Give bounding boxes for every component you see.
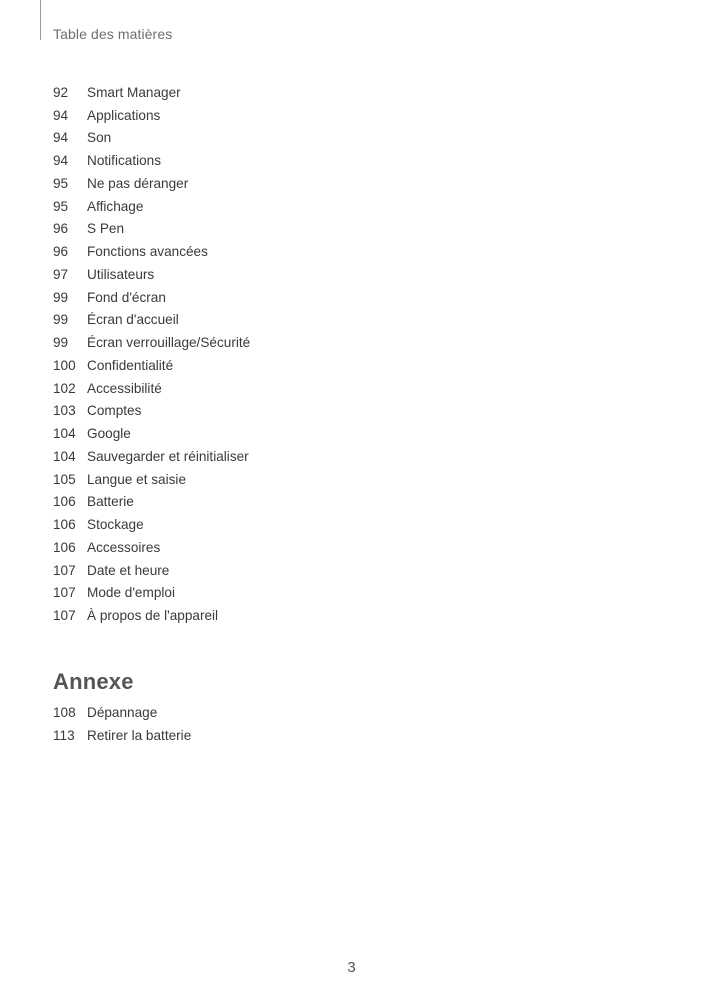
toc-page-number: 95: [53, 175, 69, 191]
annex-toc-list: [53, 701, 191, 747]
toc-entry-label: Langue et saisie: [87, 471, 187, 487]
toc-page-number: 96: [53, 244, 69, 260]
toc-entry-label: Fond d'écran: [87, 289, 166, 305]
toc-entry-label: Confidentialité: [87, 357, 174, 373]
toc-page-number: 107: [53, 608, 76, 624]
toc-page-number: 104: [53, 426, 76, 442]
toc-entry-label: Dépannage: [87, 704, 158, 720]
toc-page-number: 113: [53, 727, 75, 743]
toc-entry[interactable]: [53, 377, 250, 400]
toc-page-number: 107: [53, 562, 76, 578]
toc-entry-label: Mode d'emploi: [87, 585, 175, 601]
toc-entry[interactable]: [53, 286, 250, 309]
toc-entry[interactable]: [53, 559, 250, 582]
toc-entry-label: Accessoires: [87, 539, 161, 555]
toc-page-number: 95: [53, 198, 69, 214]
toc-entry[interactable]: [53, 422, 250, 445]
toc-entry[interactable]: [53, 81, 250, 104]
toc-entry-label: Écran verrouillage/Sécurité: [87, 335, 251, 351]
annex-toc-entry[interactable]: [53, 724, 191, 747]
toc-entry[interactable]: [53, 513, 250, 536]
toc-entry-label: Accessibilité: [87, 380, 162, 396]
toc-entry-label: Date et heure: [87, 562, 170, 578]
toc-entry-label: Retirer la batterie: [87, 727, 192, 743]
toc-entry-label: Utilisateurs: [87, 266, 155, 282]
toc-page-number: 97: [53, 266, 69, 282]
header-divider: [40, 0, 41, 40]
toc-entry-label: Batterie: [87, 494, 134, 510]
toc-entry-label: S Pen: [87, 221, 125, 237]
toc-page-number: 94: [53, 107, 69, 123]
toc-page-number: 94: [53, 153, 69, 169]
toc-entry[interactable]: [53, 309, 250, 332]
page-header-title: Table des matières: [53, 26, 173, 42]
annex-toc-entry[interactable]: [53, 701, 191, 724]
toc-entry-label: Google: [87, 426, 131, 442]
toc-entry[interactable]: [53, 218, 250, 241]
toc-page-number: 92: [53, 84, 69, 100]
toc-list: [53, 81, 250, 627]
toc-entry-label: Ne pas déranger: [87, 175, 189, 191]
toc-entry[interactable]: [53, 536, 250, 559]
annex-section-title: Annexe: [53, 669, 134, 694]
toc-entry[interactable]: [53, 104, 250, 127]
toc-page-number: 102: [53, 380, 76, 396]
toc-entry-label: Notifications: [87, 153, 162, 169]
toc-page-number: 99: [53, 312, 69, 328]
toc-entry[interactable]: [53, 604, 250, 627]
toc-entry[interactable]: [53, 127, 250, 150]
toc-page-number: 108: [53, 704, 76, 720]
toc-page-number: 106: [53, 517, 76, 533]
toc-page-number: 106: [53, 494, 76, 510]
toc-page-number: 96: [53, 221, 69, 237]
toc-page-number: 105: [53, 471, 76, 487]
toc-entry-label: Stockage: [87, 517, 144, 533]
toc-entry[interactable]: [53, 263, 250, 286]
toc-page-number: 103: [53, 403, 76, 419]
toc-entry[interactable]: [53, 331, 250, 354]
toc-entry[interactable]: [53, 445, 250, 468]
toc-entry[interactable]: [53, 468, 250, 491]
toc-entry-label: Applications: [87, 107, 161, 123]
toc-entry-label: Comptes: [87, 403, 142, 419]
toc-entry-label: Sauvegarder et réinitialiser: [87, 448, 249, 464]
toc-entry-label: À propos de l'appareil: [87, 608, 219, 624]
toc-page-number: 99: [53, 335, 69, 351]
toc-entry[interactable]: [53, 400, 250, 423]
toc-entry-label: Son: [87, 130, 112, 146]
toc-page-number: 99: [53, 289, 69, 305]
toc-page-number: 107: [53, 585, 76, 601]
toc-entry[interactable]: [53, 195, 250, 218]
toc-page-number: 94: [53, 130, 69, 146]
toc-entry-label: Affichage: [87, 198, 144, 214]
toc-entry[interactable]: [53, 491, 250, 514]
toc-page-number: 100: [53, 357, 76, 373]
toc-entry[interactable]: [53, 582, 250, 605]
toc-page-number: 104: [53, 448, 76, 464]
toc-entry-label: Smart Manager: [87, 84, 181, 100]
page-number: 3: [347, 959, 356, 976]
toc-entry[interactable]: [53, 149, 250, 172]
toc-entry[interactable]: [53, 172, 250, 195]
toc-entry[interactable]: [53, 240, 250, 263]
toc-entry-label: Écran d'accueil: [87, 312, 179, 328]
toc-entry-label: Fonctions avancées: [87, 244, 208, 260]
toc-entry[interactable]: [53, 354, 250, 377]
toc-page-number: 106: [53, 539, 76, 555]
